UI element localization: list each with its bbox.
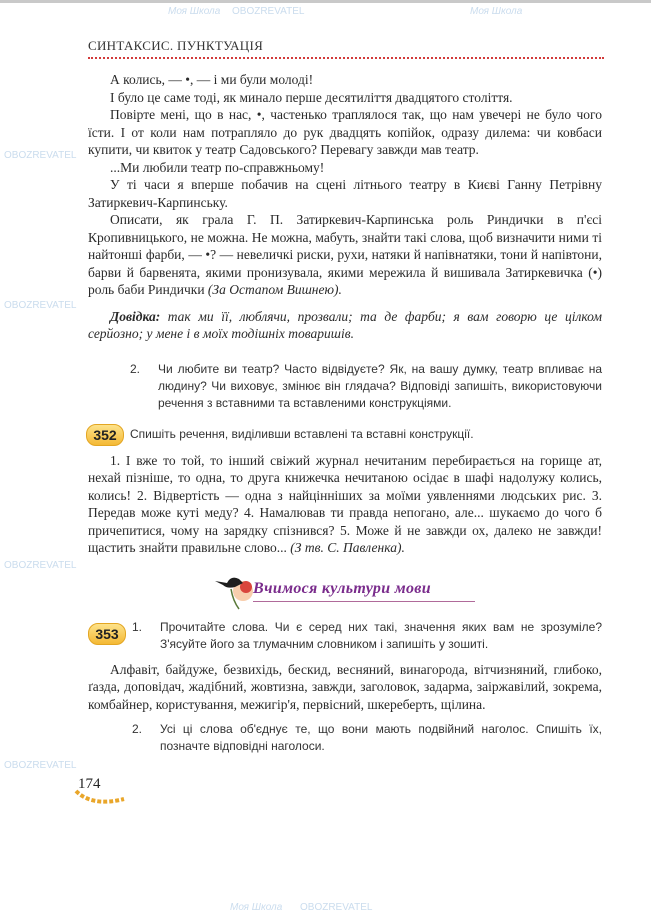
task-text: Прочитайте слова. Чи є серед них такі, значення яких вам не зрозуміле? З'ясуйте його за тлумачним словником і запишіть у зошиті.	[160, 619, 602, 651]
culture-underline	[253, 601, 475, 602]
watermark: OBOZREVATEL	[4, 760, 77, 771]
exercise-351-text	[88, 71, 602, 299]
exercise-352-text	[88, 452, 602, 557]
task-2	[132, 721, 602, 755]
exercise-badge-352: 352	[86, 424, 124, 446]
hint-paragraph	[88, 308, 602, 343]
paragraph	[88, 211, 602, 299]
word-list: Алфавіт, байдуже, безвихідь, бескид, весняний, винагорода, вітчизняний, глибоко, ґазда, доповідач, жадібний, жовтизна, завжди, заголовок, задарма, заіржавілий, зокрема, комбайнер, користування, межигір'я, первісний, шкереберть, щілина.	[88, 661, 602, 712]
watermark: OBOZREVATEL	[4, 150, 77, 161]
wreath-icon	[72, 789, 128, 809]
exercise-353-heading	[88, 619, 602, 653]
exercise-352-task: Спишіть речення, виділивши вставлені та вставні конструкції.	[130, 426, 474, 441]
watermark: Моя Школа	[168, 6, 221, 17]
source-citation: (З тв. С. Павленка).	[290, 540, 405, 555]
watermark: Моя Школа	[230, 902, 283, 913]
task-1	[132, 619, 602, 653]
hint-label: Довідка:	[110, 308, 161, 324]
paragraph: ...Ми любили театр по-справжньому!	[110, 159, 325, 175]
hint-block	[88, 308, 602, 343]
culture-section-heading	[213, 573, 475, 609]
page-footer	[78, 775, 138, 809]
culture-title: Вчимося культури мови	[253, 579, 431, 597]
paragraph-text: Описати, як грала Г. П. Затиркевич-Карпинська роль Риндички в п'єсі Кропивницького, не можна. Не можна, мабуть, знайти такі слова, щоб визначити ними ті найтонші фарби, — •? — невеличкі риски, рухи, натяки й напівнатяки, тони й напівтони, барви й барвенята, якими пронизувала, якими мережила й вишивала Затиркевичка (•) роль баби Риндички	[88, 212, 602, 297]
hint-text: так ми її, люблячи, прозвали; та де фарби; я вам говорю це цілком серйозно; у мене і в моїх тодішніх товаришів.	[88, 308, 603, 341]
paragraph: Повірте мені, що в нас, •, частенько траплялося так, що нам увечері не було чого їсти. І от коли нам потрапляло до рук двадцять копійок, одразу дилема: чи ковбаси купити, чи квиток у театр Садовського? Перевагу завжди мав театр.	[88, 107, 602, 157]
page-content	[78, 38, 603, 809]
paragraph	[88, 452, 602, 557]
task-text: Усі ці слова об'єднує те, що вони мають подвійний наголос. Спишіть їх, позначте відповідні наголоси.	[160, 722, 602, 753]
paragraph-text: 1. І вже то той, то інший свіжий журнал нечитаним перебирається на горище ат, нехай пізніше, то одна, то друга книжечка нечитаною осідає в шафі надолужу колись, колись! 2. Відвертість — одна з найцінніших за моїми уявленнями людських рис. 3. Передав може куті меду? 4. Намалював ти правда непогано, але... шукаємо до чого б причепитися, чому на зарядку спізнився? 5. Може й не завжди ох, далеко не завжди! щастить знайти правильне слово...	[88, 452, 602, 555]
paragraph: І було це саме тоді, як минало перше десятиліття двадцятого століття.	[110, 89, 513, 105]
paragraph: У ті часи я вперше побачив на сцені літнього театру в Києві Ганну Петрівну Затиркевич-Карпинську.	[88, 177, 602, 210]
exercise-353-words	[88, 661, 602, 714]
watermark: OBOZREVATEL	[4, 560, 77, 571]
watermark: Моя Школа	[470, 6, 523, 17]
task-number: 1.	[132, 619, 143, 634]
exercise-badge-353: 353	[88, 623, 126, 645]
task-2	[130, 361, 602, 412]
scan-border	[0, 0, 651, 3]
section-header: СИНТАКСИС. ПУНКТУАЦІЯ	[88, 38, 264, 53]
page-number: 174	[78, 776, 101, 792]
bird-flower-icon	[213, 571, 257, 611]
watermark: OBOZREVATEL	[232, 6, 305, 17]
task-number: 2.	[130, 361, 141, 376]
header-divider	[88, 57, 604, 59]
exercise-352-heading	[86, 424, 602, 446]
task-number: 2.	[132, 722, 143, 736]
source-citation: (За Остапом Вишнею).	[207, 282, 342, 297]
paragraph: А колись, — •, — і ми були молоді!	[110, 72, 314, 87]
watermark: OBOZREVATEL	[4, 300, 77, 311]
watermark: OBOZREVATEL	[300, 902, 373, 913]
task-text: Чи любите ви театр? Часто відвідуєте? Як, на вашу думку, театр впливає на людину? Чи виховує, змінює він глядача? Відповіді запишіть, використовуючи речення з вставними та вставленими конструкціями.	[158, 361, 602, 410]
